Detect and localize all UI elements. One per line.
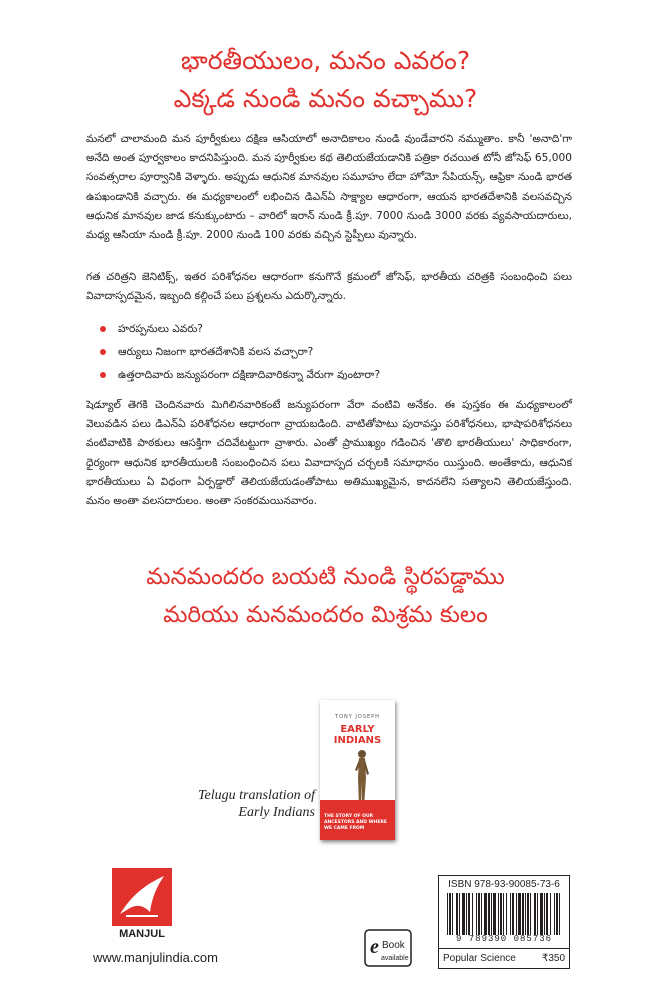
- intro-paragraph: మనలో చాలామంది మన పూర్వీకులు దక్షిణ ఆసియాలో అనాదికాలం నుండి వుండేవారని నమ్ముతాం. కానీ 'అనాది'గా అనేది అంత పూర్వకాలం కాదనిపిస్తుంది. మన పూర్వీకుల కథ తెలియజేయడానికి పత్రికా రచయిత టోనీ జోసెఫ్ 65,000 సంవత్సరాల పూర్వానికి వెళ్ళారు. అప్పుడు ఆధునిక మానవుల సమూహం లేదా హోమో సేపియన్స్, ఆఫ్రికా నుండి భారత ఉపఖండానికి వచ్చారు. ఈ మధ్యకాలంలో లభించిన డిఎన్ఏ సాక్ష్యాల ఆధారంగా, ఆయన భారతదేశానికి వలసవచ్చిన ఆధునిక మానవుల జాడ కనుక్కుంటారు – వారిలో ఇరాన్ నుండి క్రీ.పూ. 7000 నుండి 3000 వరకు వ్యవసాయదారులు, మధ్య ఆసియా నుండి క్రీ.పూ. 2000 నుండి 100 వరకు వచ్చిన స్టెప్పీలు వున్నారు.: [86, 133, 572, 242]
- list-item: హరప్పనులు ఎవరు?: [118, 318, 380, 341]
- question-list: [118, 318, 380, 387]
- figurine-image: [354, 748, 370, 808]
- ebook-sub: available: [381, 955, 409, 962]
- book-author: TONY JOSEPH: [335, 714, 380, 720]
- ebook-letter: e: [370, 936, 379, 958]
- barcode-box: [438, 875, 570, 969]
- category-label: Popular Science: [443, 953, 516, 964]
- tagline-line-1: మనమందరం బయటి నుండి స్థిరపడ్డాము: [146, 564, 505, 590]
- ebook-word: Book: [382, 940, 405, 951]
- second-paragraph: గత చరిత్రని జెనిటిక్స్, ఇతర పరిశోధనల ఆధారంగా కనుగొనే క్రమంలో జోసెఫ్, భారతీయ చరిత్రకి సంబంధించి పలు వివాదాస్పదమైన, ఇబ్బంది కల్గించే పలు ప్రశ్నలను ఎదుర్కొన్నారు.: [86, 271, 572, 303]
- price-label: ₹350: [541, 953, 565, 964]
- isbn-text: ISBN 978-93-90085-73-6: [448, 879, 560, 890]
- book-cover-thumbnail: [320, 700, 395, 840]
- barcode-footer: [439, 948, 569, 969]
- caption-line-2: Early Indians: [238, 805, 315, 820]
- main-heading: [0, 42, 651, 118]
- book-title-line-1: EARLY: [340, 724, 375, 735]
- tagline: [0, 558, 651, 634]
- book-subtitle: THE STORY OF OUR ANCESTORS AND WHERE WE CAME FROM: [324, 814, 387, 831]
- list-item: ఉత్తరాదివారు జన్యుపరంగా దక్షిణాదివారికన్నా వేరుగా వుంటారా?: [118, 364, 380, 387]
- heading-line-1: భారతీయులం, మనం ఎవరం?: [180, 46, 471, 75]
- third-paragraph: షెడ్యూల్ తెగకి చెందినవారు మిగిలినవారికంటే జన్యుపరంగా వేరా వంటివి అనేకం. ఈ పుస్తకం ఈ మధ్యకాలంలో వెలువడిన పలు డిఎన్ఏ పరిశోధనల ఆధారంగా వ్రాయబడింది. వాటితోపాటు పురావస్తు పరిశోధనలు, భాషాపరిశోధనలు వంటివాటికి పాఠకులు ఆసక్తిగా చదివేటట్టుగా వ్రాశారు. ఎంతో ప్రాముఖ్యం గడించిన 'తొలి భారతీయులు' సాధికారంగా, ధైర్యంగా ఆధునిక భారతీయులకి సంబంధించిన పలు వివాదాస్పద చర్చలకి సమాధానం యిస్తుంది. అంతేకాదు, ఆధునిక భారతీయులు ఏ విధంగా ఏర్పడ్డారో తెలియజేయడంతోపాటు అతిముఖ్యమైన, కాదనలేని సత్యాలని తెలియజేస్తుంది. మనం అంతా వలసదారులం. అంతా సంకరమయినవారం.: [86, 399, 572, 508]
- tagline-line-2: మరియు మనమందరం మిశ్రమ కులం: [163, 602, 488, 628]
- barcode-graphic: [445, 893, 563, 935]
- barcode-digits: 9 789390 085736: [455, 934, 552, 944]
- translation-caption: [150, 787, 315, 821]
- book-title: [320, 724, 395, 746]
- caption-line-1: Telugu translation of: [198, 788, 315, 803]
- book-title-line-2: INDIANS: [333, 735, 382, 746]
- publisher-name: MANJUL: [119, 928, 165, 940]
- heading-line-2: ఎక్కడ నుండి మనం వచ్చాము?: [173, 84, 478, 113]
- manjul-logo: [112, 868, 172, 926]
- publisher-website: www.manjulindia.com: [93, 950, 218, 965]
- list-item: ఆర్యులు నిజంగా భారతదేశానికి వలస వచ్చారా?: [118, 341, 380, 364]
- ebook-available-badge: [364, 929, 412, 967]
